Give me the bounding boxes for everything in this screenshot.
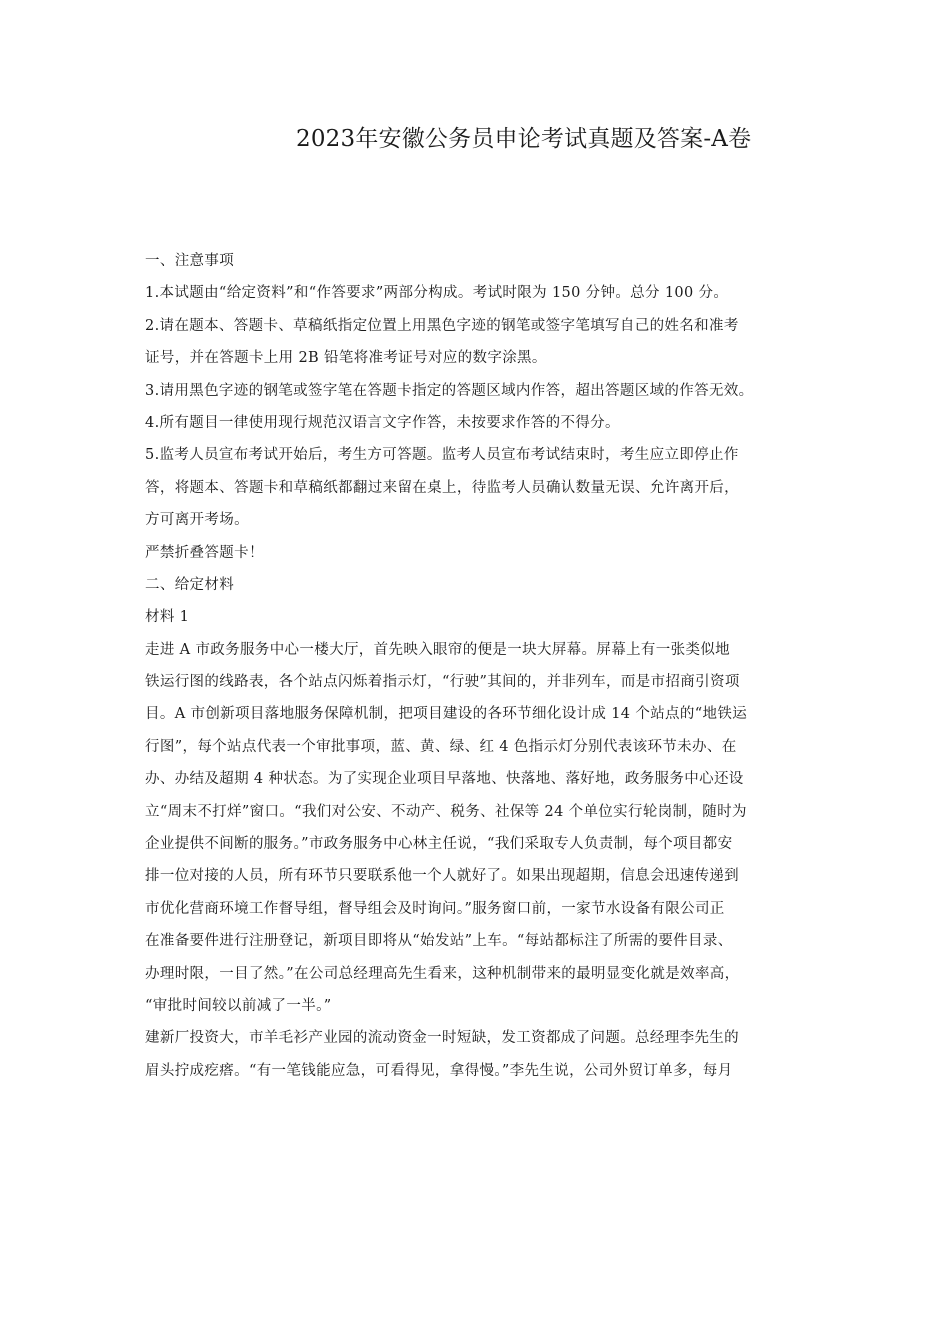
text-line: 证号，并在答题卡上用 2B 铅笔将准考证号对应的数字涂黑。: [145, 350, 547, 367]
text-line: 1.本试题由“给定资料”和“作答要求”两部分构成。考试时限为 150 分钟。总分 100 分。: [145, 285, 729, 302]
text-line: 办理时限，一目了然。”在公司总经理高先生看来，这种机制带来的最明显变化就是效率高，: [145, 965, 740, 982]
text-line: 办、办结及超期 4 种状态。为了实现企业项目早落地、快落地、落好地，政务服务中心还设: [145, 771, 744, 788]
text-line: 走进 A 市政务服务中心一楼大厅，首先映入眼帘的便是一块大屏幕。屏幕上有一张类似地: [145, 641, 731, 658]
text-line: 市优化营商环境工作督导组，督导组会及时询问。”服务窗口前，一家节水设备有限公司正: [145, 900, 725, 917]
text-line: “审批时间较以前减了一半。”: [145, 997, 332, 1014]
text-line: 行图”，每个站点代表一个审批事项，蓝、黄、绿、红 4 色指示灯分别代表该环节未办、在: [145, 738, 737, 755]
text-line: 铁运行图的线路表，各个站点闪烁着指示灯，“行驶”其间的，并非列车，而是市招商引资项: [145, 674, 740, 691]
text-line: 严禁折叠答题卡！: [145, 544, 264, 561]
text-line: 4.所有题目一律使用现行规范汉语言文字作答，未按要求作答的不得分。: [145, 414, 620, 431]
text-line: 一、注意事项: [145, 253, 235, 269]
document-body: [145, 245, 865, 1087]
text-line: 材料 1: [145, 609, 190, 626]
text-line: 二、给定材料: [145, 576, 235, 593]
text-line: 眉头拧成疙瘩。“有一笔钱能应急，可看得见，拿得慢。”李先生说，公司外贸订单多，每月: [145, 1062, 733, 1079]
text-line: 答，将题本、答题卡和草稿纸都翻过来留在桌上，待监考人员确认数量无误、允许离开后，: [145, 479, 739, 496]
text-line: 3.请用黑色字迹的钢笔或签字笔在答题卡指定的答题区域内作答，超出答题区域的作答无效。: [145, 382, 754, 399]
text-line: 排一位对接的人员，所有环节只要联系他一个人就好了。如果出现超期，信息会迅速传递到: [145, 868, 739, 885]
document-title: 2023年安徽公务员申论考试真题及答案-A卷: [296, 126, 752, 152]
text-line: 立“周末不打烊”窗口。“我们对公安、不动产、税务、社保等 24 个单位实行轮岗制，随时为: [145, 803, 747, 820]
text-line: 2.请在题本、答题卡、草稿纸指定位置上用黑色字迹的钢笔或签字笔填写自己的姓名和准考: [145, 317, 739, 334]
text-line: 建新厂投资大，市羊毛衫产业园的流动资金一时短缺，发工资都成了问题。总经理李先生的: [145, 1030, 739, 1047]
text-line: 目。A 市创新项目落地服务保障机制，把项目建设的各环节细化设计成 14 个站点的“地铁运: [145, 706, 748, 723]
text-line: 5.监考人员宣布考试开始后，考生方可答题。监考人员宣布考试结束时，考生应立即停止作: [145, 447, 739, 464]
text-line: 企业提供不间断的服务。”市政务服务中心林主任说，“我们采取专人负责制，每个项目都安: [145, 836, 733, 853]
text-line: 方可离开考场。: [145, 512, 249, 529]
text-line: 在准备要件进行注册登记，新项目即将从“始发站”上车。“每站都标注了所需的要件目录、: [145, 933, 733, 950]
